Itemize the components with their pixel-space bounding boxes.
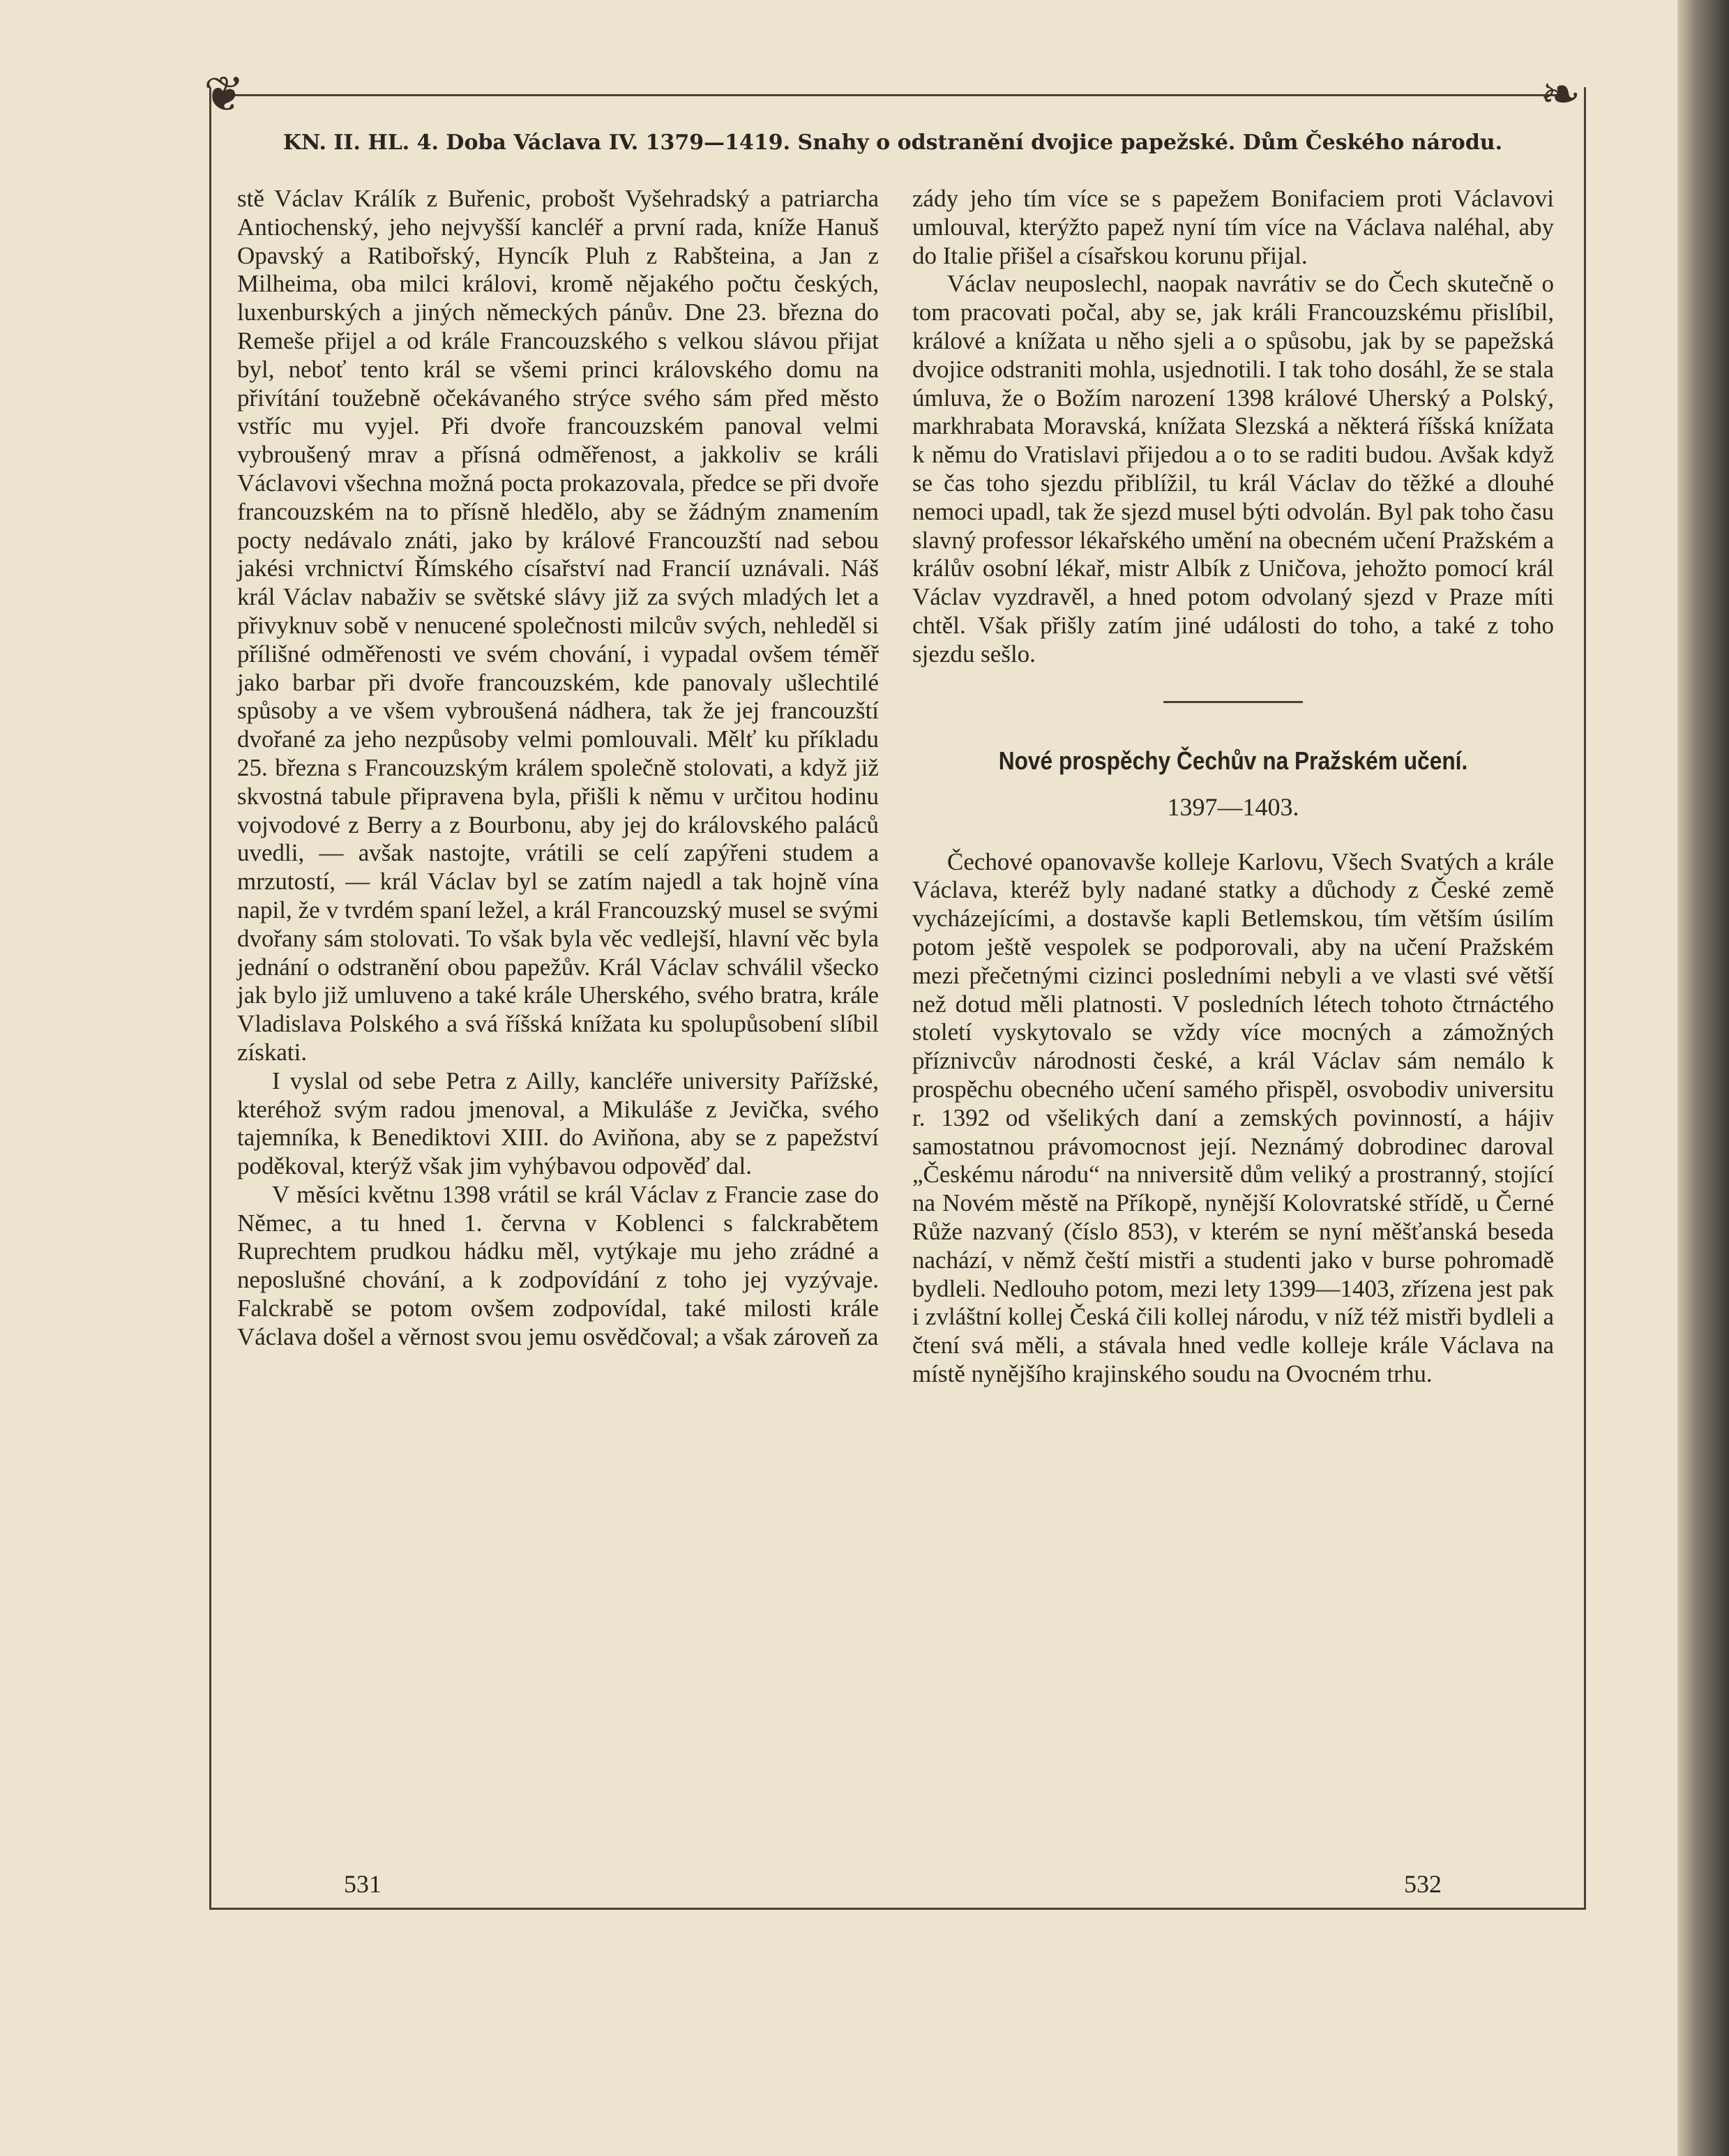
section-title: Nové prospěchy Čechův na Pražském učení. (998, 746, 1468, 775)
paragraph: V měsíci květnu 1398 vrátil se král Václav z Francie zase do Němec, a tu hned 1. června v Koblenci s falckrabětem Ruprechtem prudkou hádku měl, vytýkaje mu jeho zrádné a neposlušné chování, a k zodpovídání z toho jej vyzývaje. Falckrabě se potom ovšem zodpovídal, také milosti krále Václava došel a věrnost svou jemu osvědčoval; a však zároveň za (237, 1180, 879, 1350)
ornament-flourish-icon-right: ❧ (1540, 66, 1581, 123)
book-spine-edge (1677, 0, 1729, 2156)
right-column (912, 185, 1554, 1389)
running-header: KN. II. HL. 4. Doba Václava IV. 1379—1419. Snahy o odstranění dvojice papežské. Dům Českého národu. (282, 130, 1503, 155)
section-years: 1397—1403. (1167, 792, 1299, 821)
paragraph: zády jeho tím více se s papežem Bonifaciem proti Václavovi umlouval, kterýžto papež nyní tím více na Václava naléhal, aby do Italie přišel a císařskou korunu přijal. (912, 185, 1554, 269)
ornament-flourish-icon-left: ❦ (204, 66, 245, 123)
section-divider (1163, 701, 1303, 703)
paragraph: I vyslal od sebe Petra z Ailly, kancléře university Pařížské, kteréhož svým radou jmenoval, a Mikuláše z Jevička, svého tajemníka, k Benediktovi XIII. do Aviňona, aby se z papežství poděkoval, kterýž však jim vyhýbavou odpověď dal. (237, 1066, 879, 1180)
paragraph: Čechové opanovavše kolleje Karlovu, Všech Svatých a krále Václava, kteréž byly nadané statky a důchody z České země vycházejícími, a dostavše kapli Betlemskou, tím větším úsilím potom ještě vespolek se podporovali, aby na učení Pražském mezi přečetnými cizinci posledními nebyli a ve vlasti své větší než dotud měli platnosti. V posledních létech tohoto čtrnáctého století vyskytovalo se vždy více mocných a zámožných příznivcův národnosti české, a král Václav sám nemálo k prospěchu obecného učení samého přispěl, osvobodiv universitu r. 1392 od všelikých daní a zemských povinností, a hájiv samostatnou právomocnost její. Neznámý dobrodinec daroval „Českému národu“ na nniversitě dům veliký a prostranný, stojící na Novém městě na Příkopě, nynější Kolovratské střídě, u Černé Růže nazvaný (číslo 853), v kterém se nyní měšťanská beseda nachází, v němž čeští mistři a studenti jako v burse pohromadě bydleli. Nedlouho potom, mezi lety 1399—1403, zřízena jest pak i zvláštní kollej Česká čili kollej národu, v níž též mistři bydleli a čtení svá měli, a stávala hned vedle kolleje krále Václava na místě nynějšího krajinského soudu na Ovocném trhu. (912, 847, 1554, 1387)
top-rule (223, 94, 1568, 96)
page-number-left: 531 (344, 1870, 382, 1898)
page-number-right: 532 (1404, 1870, 1442, 1898)
paragraph: stě Václav Králík z Buřenic, probošt Vyšehradský a patriarcha Antiochenský, jeho nejvyšší kancléř a první rada, kníže Hanuš Opavský a Ratibořský, Hyncík Pluh z Rabšteina, a Jan z Milheima, oba milci královi, kromě nějakého počtu českých, luxenburských a jiných německých pánův. Dne 23. března do Remeše přijel a od krále Francouzského s velkou slávou přijat byl, neboť tento král se všemi princi královského domu na přivítání toužebně očekávaného strýce svého sám před město vstříc mu vyjel. Při dvoře francouzském panoval velmi vybroušený mrav a přísná odměřenost, a jakkoliv se králi Václavovi všechna možná pocta prokazovala, předce se při dvoře francouzském na to přísně hledělo, aby se žádným znamením pocty nedávalo znáti, jako by králové Francouzští nad sebou jakési vrchnictví Římského císařství nad Francií uznávali. Náš král Václav nabaživ se světské slávy již za svých mladých let a přivyknuv sobě v nenucené společnosti milcův svých, nehleděl si přílišné odměřenosti ve svém chování, i vypadal ovšem téměř jako barbar při dvoře francouzském, kde panovaly ušlechtilé spůsoby a ve všem vybroušená nádhera, tak že jej francouzští dvořané za jeho nezpůsoby velmi pomlouvali. Mělť ku příkladu 25. března s Francouzským králem společně stolovati, a když již skvostná tabule připravena byla, přišli k němu v určitou hodinu vojvodové z Berry a z Bourbonu, aby jej do královského paláců uvedli, — avšak nastojte, vrátili se celí zapýřeni studem a mrzutostí, — král Václav byl se zatím najedl a tak hojně vína napil, že v tvrdém spaní ležel, a král Francouzský musel se svými dvořany sám stolovati. To však byla věc vedlejší, hlavní věc byla jednání o odstranění obou papežův. Král Václav schválil všecko jak bylo již umluveno a také krále Uherského, svého bratra, krále Vladislava Polského a svá říšská knížata ku spolupůsobení slíbil získati. (237, 185, 879, 1066)
paragraph: Václav neuposlechl, naopak navrátiv se do Čech skutečně o tom pracovati počal, aby se, jak králi Francouzskému přislíbil, králové a knížata u něho sjeli a o spůsobu, jak by se papežská dvojice odstraniti mohla, usjednotili. I tak toho dosáhl, že se stala úmluva, že o Božím narození 1398 králové Uherský a Polský, markhrabata Moravská, knížata Slezská a některá říšská knížata k němu do Vratislavi přijedou a o to se raditi budou. Avšak když se čas toho sjezdu přiblížil, tu král Václav do těžké a dlouhé nemoci upadl, tak že sjezd musel býti odvolán. Byl pak toho času slavný professor lékařského umění na obecném učení Pražském a králův osobní lékař, mistr Albík z Uničova, jehožto pomocí král Václav vyzdravěl, a hned potom odvolaný sjezd v Praze míti chtěl. Však přišly zatím jiné události do toho, a také z toho sjezdu sešlo. (912, 270, 1554, 668)
left-column (237, 185, 879, 1352)
